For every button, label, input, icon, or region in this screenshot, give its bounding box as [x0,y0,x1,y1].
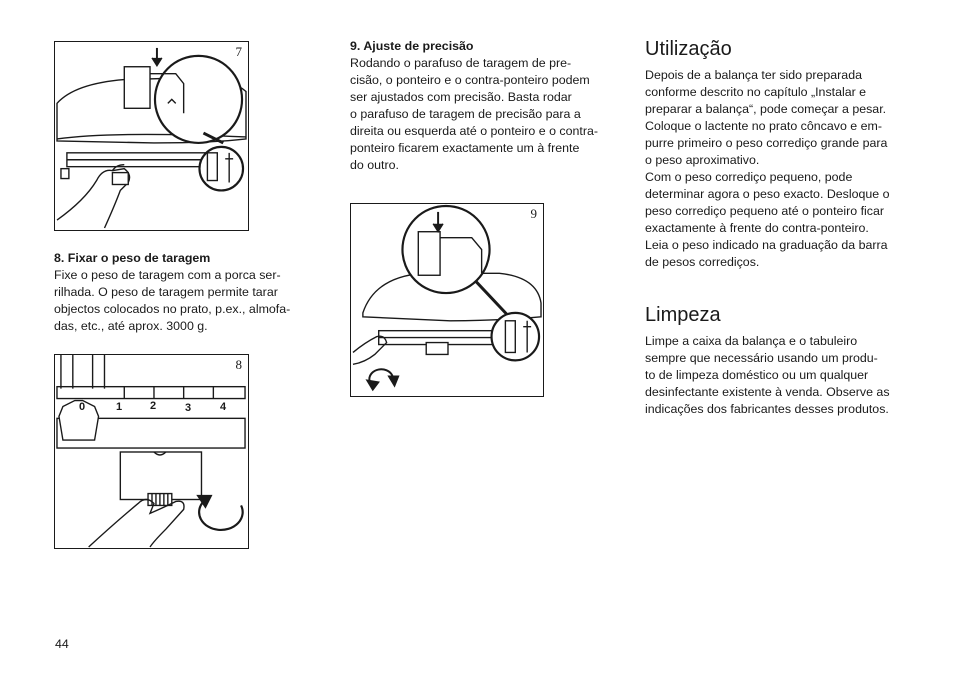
utilizacao-section [645,67,935,271]
utilizacao-line: Com o peso corrediço pequeno, pode [645,170,853,184]
section-8 [54,250,334,335]
figure-7-number: 7 [235,44,242,59]
scale-label-1: 1 [116,401,123,413]
section-9-title: 9. Ajuste de precisão [350,39,474,53]
utilizacao-line: purre primeiro o peso corrediço grande para [645,136,888,150]
utilizacao-line: Coloque o lactente no prato côncavo e em- [645,119,882,133]
utilizacao-line: determinar agora o peso exacto. Desloque o [645,187,890,201]
limpeza-line: desinfectante existente à venda. Observe as [645,385,890,399]
limpeza-line: indicações dos fabricantes desses produtos. [645,402,889,416]
section-8-line: rilhada. O peso de taragem permite tarar [54,285,278,299]
section-8-line: objectos colocados no prato, p.ex., almofa- [54,302,291,316]
section-9-line: do outro. [350,158,399,172]
figure-7-illustration [55,42,248,230]
figure-8-number: 8 [235,357,242,372]
page-number: 44 [55,637,69,651]
figure-9-illustration [351,204,543,396]
section-9-line: Rodando o parafuso de taragem de pre- [350,56,572,70]
utilizacao-line: o peso aproximativo. [645,153,760,167]
limpeza-line: sempre que necessário usando um produ- [645,351,878,365]
section-8-title: 8. Fixar o peso de taragem [54,251,211,265]
utilizacao-line: peso corrediço pequeno até o ponteiro ficar [645,204,885,218]
section-9 [350,38,635,174]
scale-label-3: 3 [185,402,192,414]
limpeza-line: Limpe a caixa da balança e o tabuleiro [645,334,858,348]
utilizacao-line: Leia o peso indicado na graduação da barra [645,238,888,252]
utilizacao-line: Depois de a balança ter sido preparada [645,68,862,82]
utilizacao-line: de pesos corrediços. [645,255,760,269]
utilizacao-line: preparar a balança“, pode começar a pesar. [645,102,887,116]
figure-9-number: 9 [530,206,537,221]
limpeza-heading: Limpeza [645,304,721,326]
utilizacao-heading: Utilização [645,38,732,60]
section-9-line: cisão, o ponteiro e o contra-ponteiro podem [350,73,590,87]
limpeza-line: to de limpeza doméstico ou um qualquer [645,368,869,382]
scale-label-2: 2 [150,400,157,412]
section-9-line: o parafuso de taragem de precisão para a [350,107,581,121]
section-9-line: direita ou esquerda até o ponteiro e o contra- [350,124,598,138]
figure-8 [54,354,249,549]
figure-7 [54,41,249,231]
section-8-line: das, etc., até aprox. 3000 g. [54,319,208,333]
section-9-line: ponteiro ficarem exactamente um à frente [350,141,580,155]
section-8-line: Fixe o peso de taragem com a porca ser- [54,268,281,282]
utilizacao-line: exactamente à frente do contra-ponteiro. [645,221,869,235]
limpeza-section [645,333,935,418]
figure-8-illustration [55,355,248,548]
utilizacao-line: conforme descrito no capítulo „Instalar e [645,85,867,99]
figure-9 [350,203,544,397]
section-9-line: ser ajustados com precisão. Basta rodar [350,90,572,104]
scale-label-4: 4 [220,401,227,413]
scale-label-0: 0 [79,401,86,413]
